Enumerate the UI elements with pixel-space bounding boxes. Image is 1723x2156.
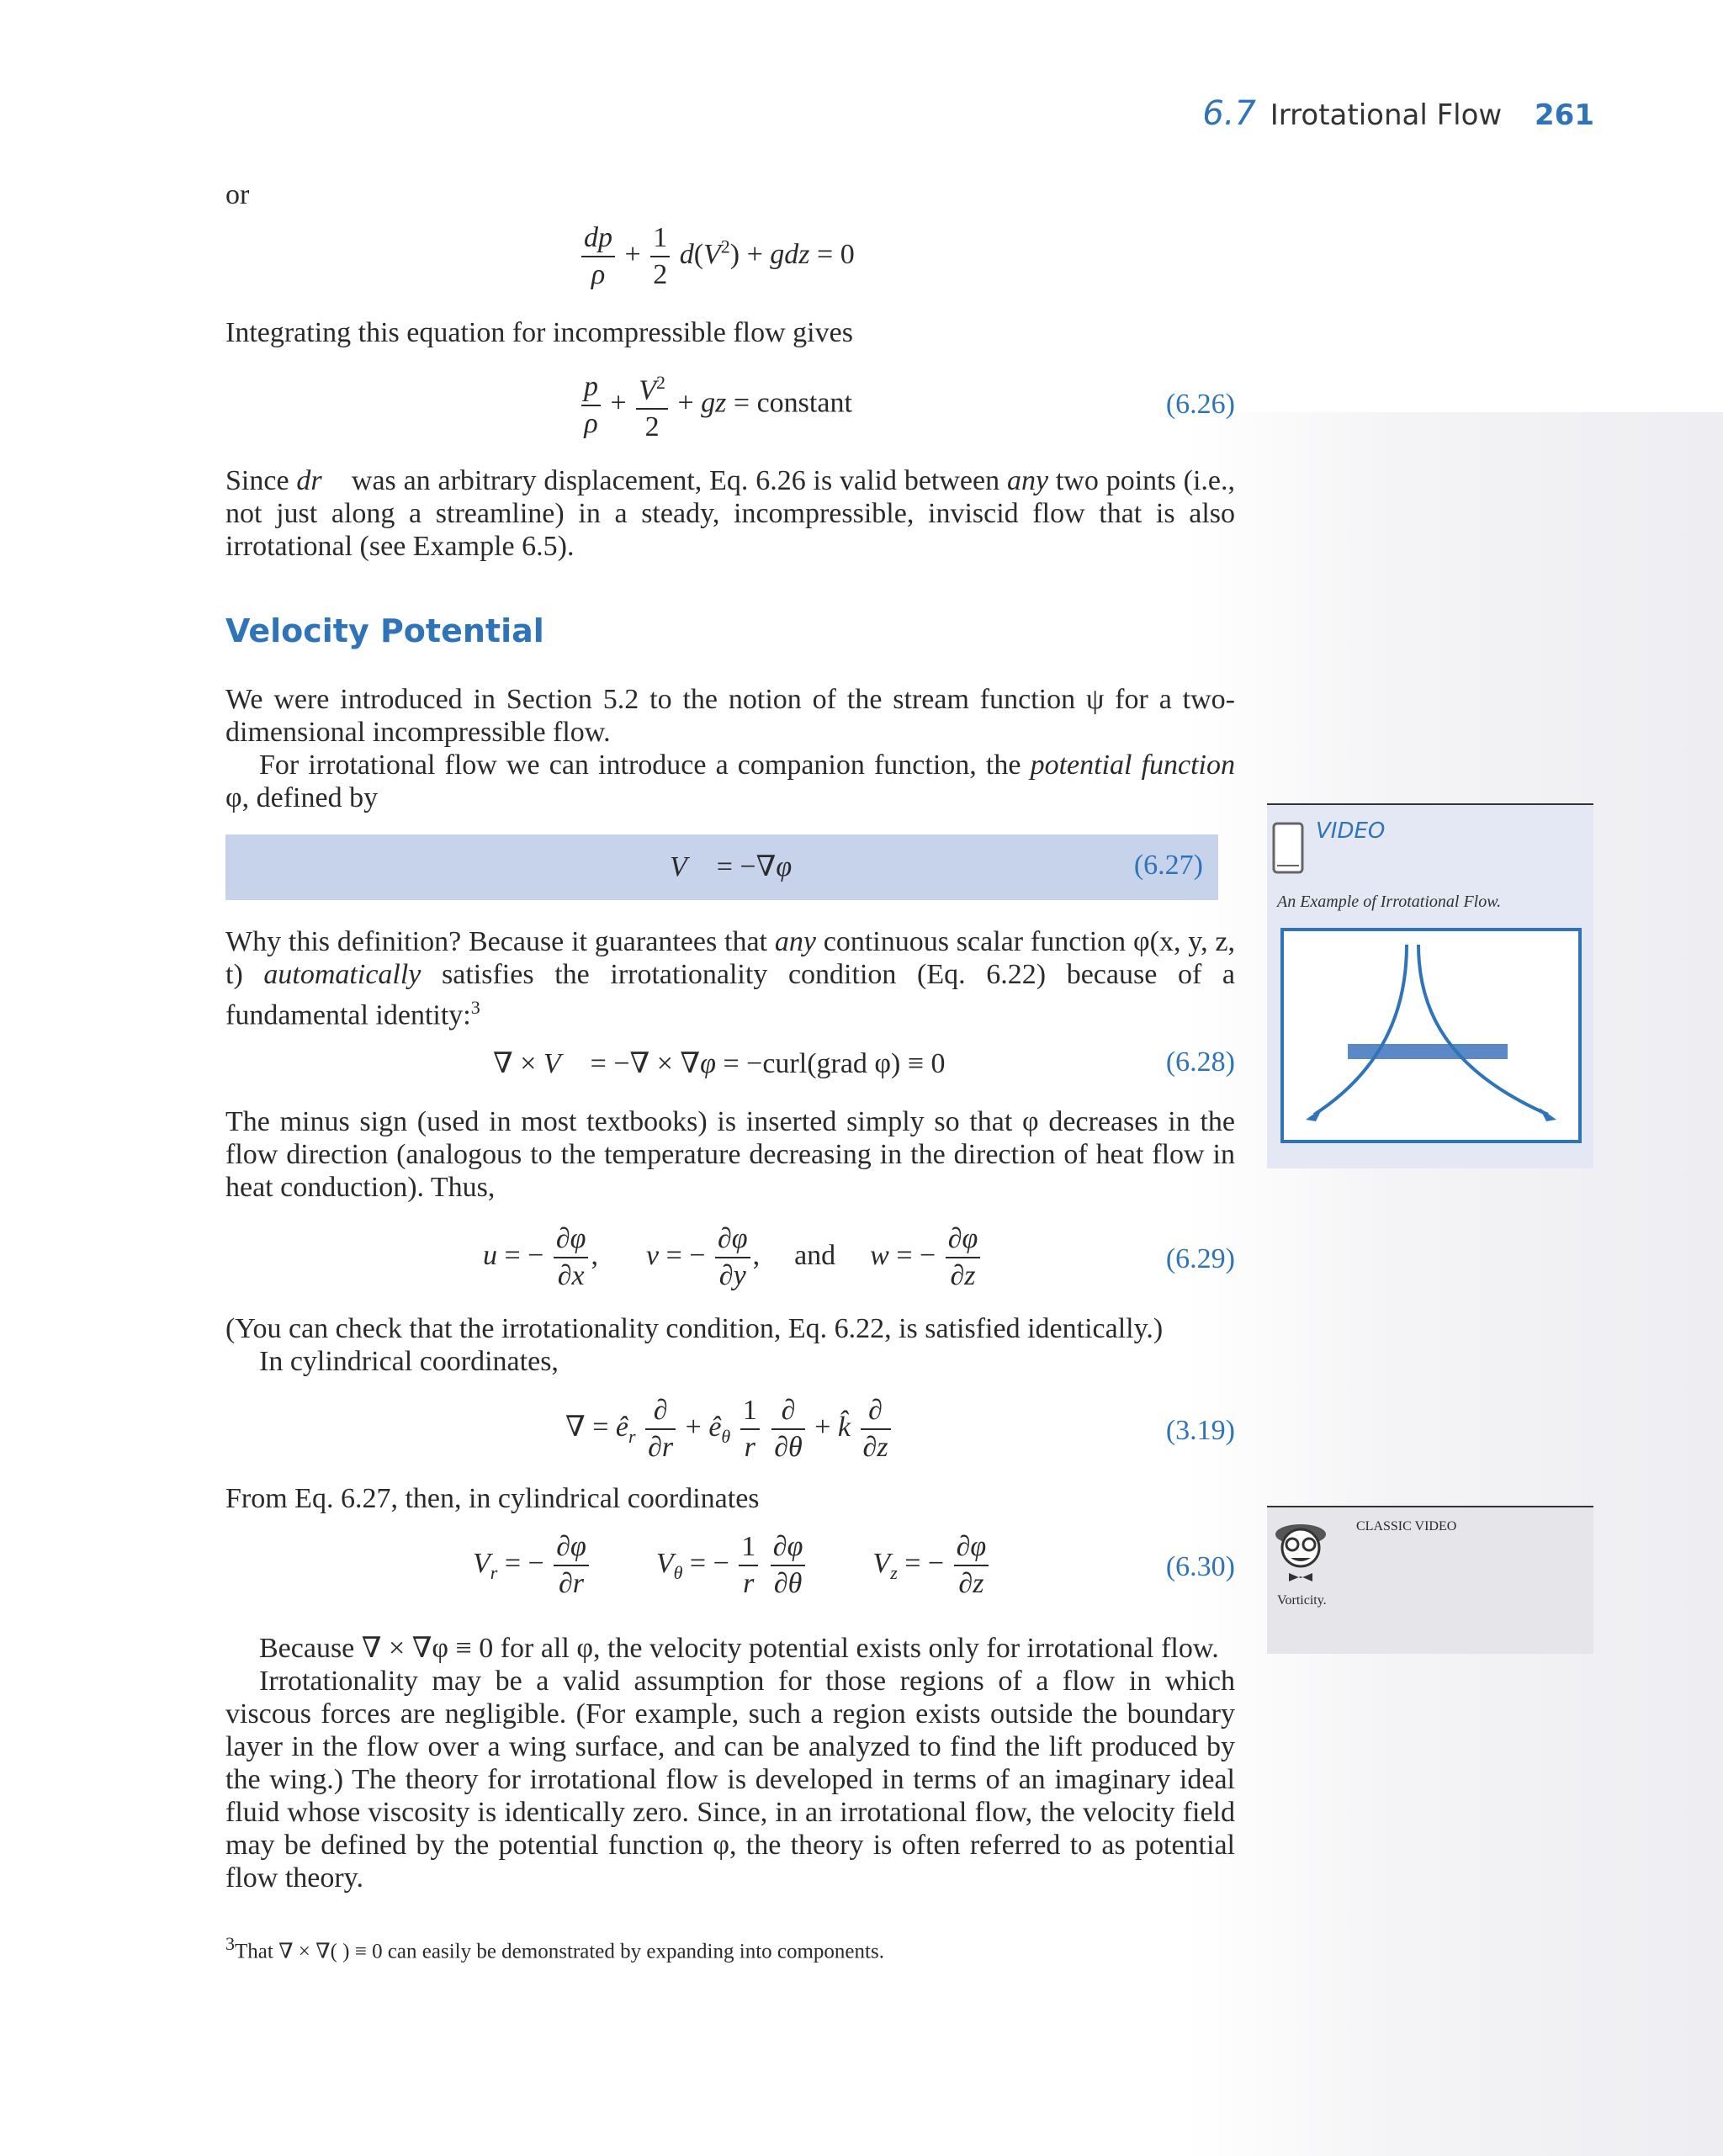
footnote-ref: 3 [470,997,480,1018]
frac-1-r-2: $\frac{1}{r}$ [739,1529,758,1602]
equation-6-26: $\frac{p}{\rho}$ + $\frac{V^2}{2}$ + gz = constant (6.26) [225,365,1235,441]
frac-dphi-dr: $\frac{\partial\varphi}{\partial r}$ [554,1529,589,1602]
from-text: From Eq. 6.27, then, in cylindrical coordinates [225,1483,760,1514]
text-integrating-content: Integrating this equation for incompressible flow gives [225,317,853,348]
since-t3: two points (i.e., not just along a streamline) in a steady, incompressible, inviscid flow that is also irrotational (see Example 6.5). [225,465,1235,562]
text-integrating [225,316,1235,349]
frac-d-dtheta: $\frac{\partial}{\partial\theta}$ [771,1393,805,1465]
equation-number-6-27: (6.27) [1133,850,1203,881]
paragraph-conclusion [225,1632,1235,1894]
footnote [225,1933,884,1963]
why-t3: satisfies the irrotationality condition (Eq. 6.22) because of a fundamental identity: [225,959,1236,1031]
frac-dphi-dz-2: $\frac{\partial\varphi}{\partial z}$ [954,1529,989,1602]
frac-dphi-dz: $\frac{\partial\varphi}{\partial z}$ [946,1221,981,1294]
why-t2: continuous scalar function φ(x, y, z, t) [225,926,1235,990]
equation-number-6-30: (6.30) [1165,1551,1235,1582]
equation-6-30: $V_r$ = − $\frac{\partial\varphi}{\partial r}$ $V_\theta$ = − $\frac{1}{r}$ $\frac{\partial\varphi}{\partial\theta}$ $V_z$ = − $\frac{\partial\varphi}{\partial z}$ (6.30) [225,1529,1235,1605]
why-t1: Why this definition? Because it guarantees that [225,926,767,957]
equation-6-27: V⃗ = −∇φ [670,851,793,882]
frac-dphi-dtheta: $\frac{\partial\varphi}{\partial\theta}$ [771,1529,806,1602]
video-panel[interactable] [1267,803,1593,1168]
footnote-text: That ∇ × ∇( ) ≡ 0 can easily be demonstrated by expanding into components. [235,1940,884,1963]
frac-1-r: $\frac{1}{r}$ [740,1393,760,1465]
paragraph-minus [225,1105,1235,1204]
frac-d-dz: $\frac{\partial}{\partial z}$ [861,1393,891,1465]
equation-number-3-19: (3.19) [1165,1415,1235,1446]
sidebar-background [1185,412,1723,2156]
since-t2: was an arbitrary displacement, Eq. 6.26 is valid between [344,465,1000,496]
because-text: Because ∇ × ∇φ ≡ 0 for all φ, the velocity potential exists only for irrotational flow. [259,1633,1219,1664]
text-or [225,178,1235,211]
classic-video-label: CLASSIC VIDEO [1356,1519,1457,1534]
equation-6-29: u = − $\frac{\partial\varphi}{\partial x}$ , v = − $\frac{\partial\varphi}{\partial y}$ , and w = − $\frac{\partial\varphi}{\partial z}$ (6.29) [225,1221,1235,1297]
video-caption[interactable]: An Example of Irrotational Flow. [1277,893,1502,911]
intro2-t2: φ, defined by [225,782,379,813]
video-label: VIDEO [1316,818,1386,844]
frac-dp-rho: $\frac{dp}{\rho}$ [581,220,615,293]
equation-number-6-28: (6.28) [1165,1046,1235,1078]
page-number: 261 [1535,98,1594,132]
frac-dphi-dx: $\frac{\partial\varphi}{\partial x}$ [554,1221,589,1294]
curl-text: curl(grad φ) ≡ 0 [762,1048,946,1079]
frac-v2-2: $\frac{V^2}{2}$ [636,365,668,445]
frac-d-dr: $\frac{\partial}{\partial r}$ [645,1393,676,1465]
intro2-t1: For irrotational flow we can introduce a companion function, the [259,750,1021,781]
frac-p-rho: $\frac{p}{\rho}$ [581,369,601,442]
frac-half: $\frac{1}{2}$ [650,220,670,293]
why-em1: any [774,926,816,957]
cyl-text: In cylindrical coordinates, [259,1346,559,1377]
constant-label: constant [756,387,852,419]
text-or-content: or [225,179,250,210]
paragraph-since: Since dr⃗ was an arbitrary displacement, Eq. 6.26 is valid between any two points (i.e., not just along a streamline) in a steady, incompressible, inviscid flow that is also irrotational (see Example 6.5). [225,465,1235,562]
phone-icon [1272,822,1306,876]
check-text: (You can check that the irrotationality condition, Eq. 6.22, is satisfied identically.) [225,1313,1164,1344]
intro-2 [225,749,1235,814]
paragraph-check [225,1312,1235,1378]
since-t1: Since [225,465,289,496]
classic-video-caption[interactable]: Vorticity. [1277,1593,1327,1608]
flow-diagram-icon [1280,928,1583,1143]
equation-3-19: ∇ = $ê_r$ $\frac{\partial}{\partial r}$ + $ê_\theta$ $\frac{1}{r}$ $\frac{\partial}{\partial\theta}$ + k̂ $\frac{\partial}{\partial z}$ (3.19) [225,1393,1235,1469]
intro2-em: potential function [1030,750,1236,781]
frac-dphi-dy: $\frac{\partial\varphi}{\partial y}$ [715,1221,750,1294]
paragraph-intro [225,683,1235,814]
and-text: and [794,1239,836,1271]
equation-6-27-highlight [225,834,1218,900]
equation-number-6-26: (6.26) [1165,389,1235,420]
paragraph-from [225,1482,1235,1515]
section-number: 6.7 [1202,94,1256,133]
running-header [1202,94,1594,133]
since-em: any [1006,465,1049,496]
irrot-text: Irrotationality may be a valid assumption for those regions of a flow in which viscous forces are negligible. (For example, such a region exists outside the boundary layer in the flow over a wing surface, and can be analyzed to find the lift produced by the wing.) The theory for irrotational flow is developed in terms of an imaginary ideal fluid whose viscosity is identically zero. Since, in an irrotational flow, the velocity field may be defined by the potential function φ, the theory is often referred to as potential flow theory. [225,1666,1235,1894]
intro-1: We were introduced in Section 5.2 to the notion of the stream function ψ for a two-dimensional incompressible flow. [225,684,1235,748]
equation-number-6-29: (6.29) [1165,1243,1235,1274]
section-title: Irrotational Flow [1270,98,1503,132]
section-heading: Velocity Potential [225,612,544,649]
professor-icon [1270,1516,1333,1583]
why-em2: automatically [263,959,421,990]
minus-text: The minus sign (used in most textbooks) is inserted simply so that φ decreases in the flow direction (analogous to the temperature decreasing in the direction of heat flow in heat conduction). Thus, [225,1106,1235,1203]
footnote-mark: 3 [225,1933,235,1954]
classic-video-panel[interactable] [1267,1506,1593,1654]
paragraph-why [225,925,1235,1031]
